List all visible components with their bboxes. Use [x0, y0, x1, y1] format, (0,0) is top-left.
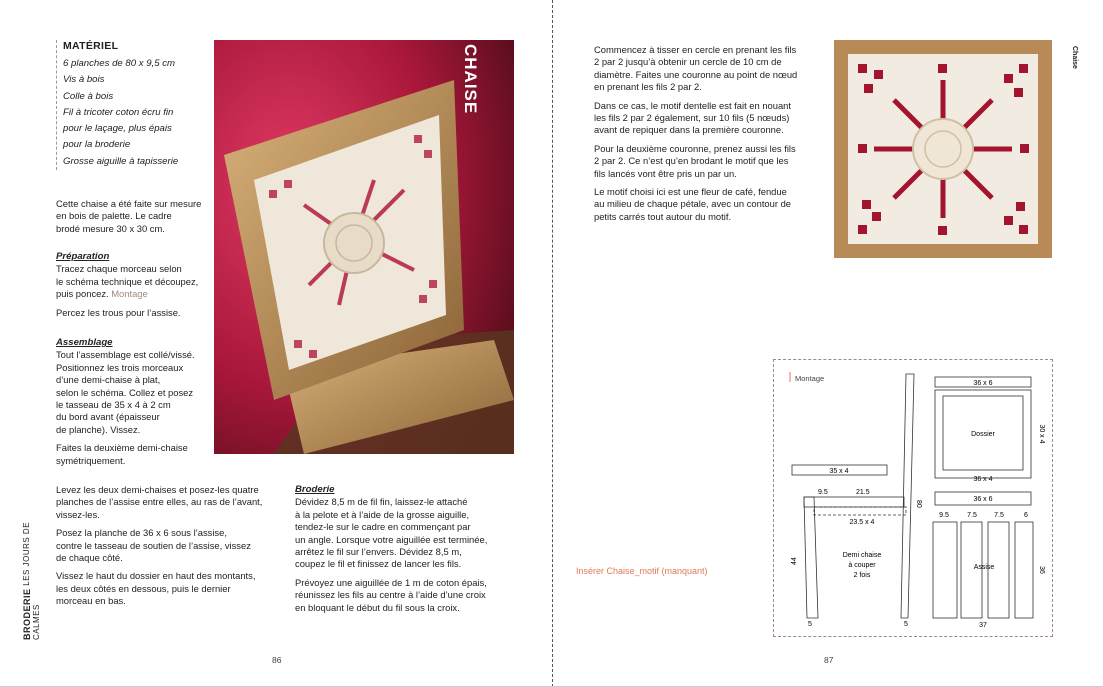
- text-line: le schéma technique et découpez,: [56, 275, 199, 287]
- text-line: Cette chaise a été faite sur mesure: [56, 198, 202, 209]
- dossier-bottom-dim: 36 x 4: [973, 476, 993, 483]
- text-line: le tasseau de 35 x 4 à 2 cm: [56, 399, 171, 411]
- demi-chaise-line: à couper: [848, 562, 876, 569]
- book-part: LES JOURS DE CALMES: [22, 521, 41, 640]
- assise-width: 6: [1024, 512, 1028, 519]
- under-seat-dim: 36 x 6: [973, 496, 993, 503]
- embroidery-photo: [834, 40, 1052, 258]
- text-line: du bord avant (épaisseur: [56, 411, 160, 423]
- text-line: Dévidez 8,5 m de fil fin, laissez-le attaché: [295, 496, 468, 508]
- intro-paragraph: [56, 198, 216, 235]
- text-line: Levez les deux demi-chaises et posez-les quatre: [56, 484, 259, 495]
- assise-width: 9.5: [939, 512, 949, 519]
- assise-board: [933, 522, 957, 618]
- preparation-heading: Préparation: [56, 251, 110, 262]
- text-line: Commencez à tisser en cercle en prenant les fils: [594, 44, 797, 55]
- seat-bar: [814, 507, 906, 515]
- text-line: les deux côtés en dessous, puis le dernier: [56, 582, 231, 594]
- text-line: en bois de palette. Le cadre: [56, 210, 172, 222]
- back-leg-height: 80: [915, 500, 922, 508]
- diagram-label: Montage: [795, 374, 825, 383]
- side-running-label: Chaise: [1071, 46, 1078, 69]
- assise-width: 7.5: [994, 512, 1004, 519]
- text-line: Dans ce cas, le motif dentelle est fait en nouant: [594, 99, 791, 111]
- text-line: selon le schéma. Collez et posez: [56, 386, 194, 398]
- material-item: Colle à bois: [63, 90, 114, 102]
- page-number-right: 87: [824, 655, 834, 665]
- section-name: BRODERIE: [22, 588, 32, 640]
- text-line: au milieu de chaque pétale, avec un contour de: [594, 198, 792, 210]
- assise-label: Assise: [973, 564, 995, 571]
- text-line: réunissez les fils au centre à l’aide d’une croix: [295, 589, 486, 601]
- broderie-section: [295, 484, 515, 614]
- text-line: de chaque côté.: [56, 552, 123, 564]
- embroidery-illustration: [834, 40, 1052, 258]
- broderie-heading: Broderie: [295, 484, 335, 495]
- dossier-side-dim: 30 x 4: [1038, 424, 1045, 444]
- assise-board: [1015, 522, 1033, 618]
- missing-image-placeholder: Insérer Chaise_motif (manquant): [576, 566, 708, 576]
- material-item: pour le laçage, plus épais: [63, 123, 172, 135]
- dossier-label: Dossier: [971, 431, 995, 438]
- text-line: en prenant les fils 2 par 2.: [594, 81, 702, 93]
- assemblage-continued: [56, 484, 281, 608]
- text-line: avant de repiquer dans la première couronne.: [594, 124, 784, 136]
- text-line: les fils 2 par 2 également, sur 10 fils (5 nœuds): [594, 112, 790, 124]
- text-line: petits carrés tout autour du motif.: [594, 210, 732, 222]
- front-leg-height: 44: [791, 557, 798, 565]
- back-foot-dim: 5: [904, 621, 908, 628]
- text-line: tendez-le sur le cadre en commençant par: [295, 521, 471, 533]
- text-line: Le motif choisi ici est une fleur de café, fendue: [594, 186, 787, 198]
- material-item: pour la broderie: [63, 139, 131, 151]
- page-number-left: 86: [272, 655, 282, 665]
- material-item: Grosse aiguille à tapisserie: [63, 155, 179, 167]
- material-item: Vis à bois: [63, 74, 105, 86]
- assise-width: 7.5: [967, 512, 977, 519]
- seat-bar-dim: 23.5 x 4: [849, 519, 875, 526]
- text-line: planches de l’assise entre elles, au ras de l’avant,: [56, 496, 263, 508]
- text-line: de planche). Vissez.: [56, 423, 141, 435]
- text-line: fils lancés vont être pris un par un.: [594, 167, 737, 179]
- seat-rail: [804, 497, 904, 507]
- montage-reference: Montage: [111, 288, 148, 300]
- text-line: morceau en bas.: [56, 595, 126, 607]
- back-leg: [901, 374, 914, 618]
- demi-chaise-line: 2 fois: [853, 572, 871, 579]
- text-line: diamètre. Faites une couronne au point de nœud: [594, 68, 798, 80]
- tasseau-dim: 35 x 4: [829, 468, 849, 475]
- text-line: symétriquement.: [56, 454, 126, 466]
- page-gutter: [552, 0, 553, 687]
- text-line: Tout l’assemblage est collé/vissé.: [56, 349, 195, 361]
- text-line: Prévoyez une aiguillée de 1 m de coton épais,: [295, 576, 487, 588]
- text-fragment: puis poncez.: [56, 288, 109, 300]
- text-line: contre le tasseau de soutien de l’assise, vissez: [56, 539, 251, 551]
- text-line: Faites la deuxième demi-chaise: [56, 442, 188, 454]
- text-line: un angle. Lorsque votre aiguillée est terminée,: [295, 533, 488, 545]
- side-running-title: [22, 520, 41, 640]
- text-line: vissez-les.: [56, 508, 100, 520]
- text-line: coupez le fil et finissez de lancer les fils.: [295, 558, 462, 570]
- text-line: en bloquant le début du fil sous la croix.: [295, 601, 460, 613]
- material-box: [56, 40, 223, 170]
- photo-label: CHAISE: [461, 44, 480, 115]
- text-line: 2 par 2 jusqu’à obtenir un cercle de 10 cm de: [594, 56, 782, 68]
- right-text: [594, 44, 824, 223]
- montage-diagram: [773, 359, 1053, 637]
- text-line: Positionnez les trois morceaux: [56, 361, 184, 373]
- dossier-top-dim: 36 x 6: [973, 380, 993, 387]
- text-line: à la pelote et à l’aide de la grosse aiguille,: [295, 508, 470, 520]
- front-foot-dim: 5: [808, 621, 812, 628]
- preparation-section: [56, 251, 216, 319]
- text-line: Tracez chaque morceau selon: [56, 263, 182, 275]
- text-line: d’une demi-chaise à plat,: [56, 374, 161, 386]
- material-title: MATÉRIEL: [63, 40, 119, 52]
- assemblage-section: [56, 337, 218, 473]
- text-line: brodé mesure 30 x 30 cm.: [56, 222, 165, 234]
- text-line: Posez la planche de 36 x 6 sous l’assise,: [56, 527, 227, 539]
- text-line: arrêtez le fil sur l’envers. Dévidez 8,5 m,: [295, 546, 462, 558]
- diagram-drawing: [774, 360, 1052, 636]
- material-item: Fil à tricoter coton écru fin: [63, 106, 174, 118]
- demi-chaise-line: Demi chaise: [842, 552, 882, 559]
- text-line: Percez les trous pour l’assise.: [56, 306, 181, 318]
- seat-dim-b: 21.5: [856, 489, 870, 496]
- text-line: Pour la deuxième couronne, prenez aussi les fils: [594, 142, 796, 154]
- material-item: 6 planches de 80 x 9,5 cm: [63, 58, 175, 69]
- seat-dim-a: 9.5: [818, 489, 828, 496]
- text-line: 2 par 2. Ce n’est qu’en brodant le motif que les: [594, 155, 789, 167]
- assise-side-dim: 36: [1038, 566, 1045, 574]
- assemblage-heading: Assemblage: [56, 337, 113, 348]
- assise-bottom-dim: 37: [979, 622, 987, 629]
- text-line: Vissez le haut du dossier en haut des montants,: [56, 570, 256, 582]
- text-line: [56, 288, 216, 300]
